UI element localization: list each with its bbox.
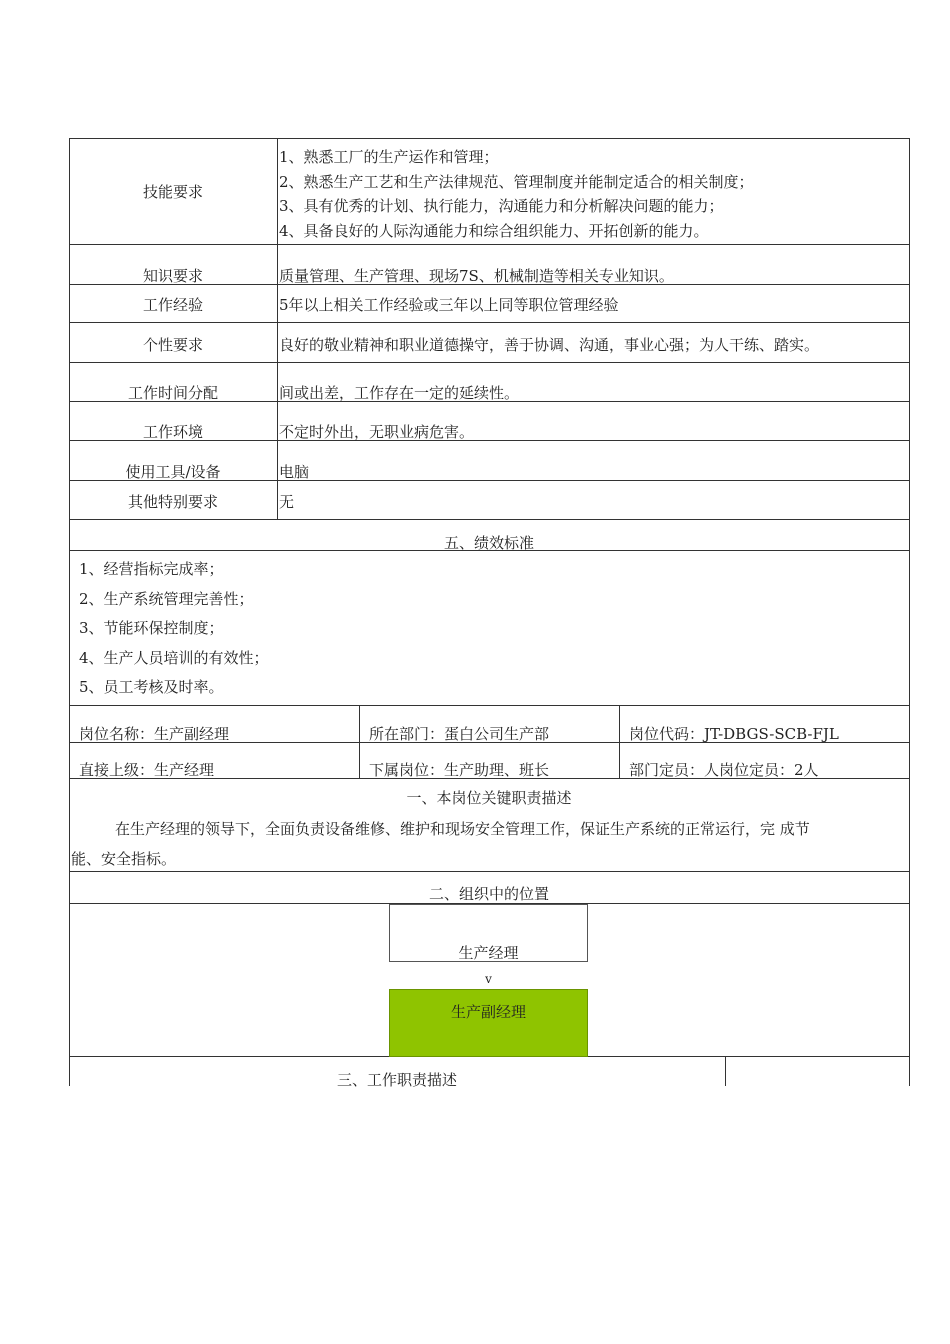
req-value-personality: 良好的敬业精神和职业道德操守，善于协调、沟通，事业心强；为人干练、踏实。 <box>279 336 820 354</box>
req-skill-line: 2、熟悉生产工艺和生产法律规范、管理制度并能制定适合的相关制度； <box>279 173 754 191</box>
req-value-knowledge: 质量管理、生产管理、现场7S、机械制造等相关专业知识。 <box>279 267 674 285</box>
table-border-right <box>909 138 910 1086</box>
row-divider <box>69 322 909 323</box>
section2-title: 二、组织中的位置 <box>428 885 549 903</box>
req-label-skills: 技能要求 <box>142 183 203 201</box>
performance-item: 2、生产系统管理完善性； <box>79 590 254 608</box>
org-chart-vice-manager-label: 生产副经理 <box>450 1003 526 1021</box>
label-column-divider <box>277 138 278 519</box>
position-code: 岗位代码：JT-DBGS-SCB-FJL <box>629 725 839 743</box>
req-skill-line: 4、具备良好的人际沟通能力和综合组织能力、开拓创新的能力。 <box>279 222 709 240</box>
performance-item: 5、员工考核及时率。 <box>79 678 224 696</box>
info-column-divider <box>619 705 620 778</box>
org-chart-manager-label: 生产经理 <box>458 944 519 962</box>
performance-item: 1、经营指标完成率； <box>79 560 224 578</box>
req-label-personality: 个性要求 <box>142 336 203 354</box>
org-chart-arrow-icon: v <box>485 972 492 986</box>
req-label-time: 工作时间分配 <box>127 384 218 402</box>
req-value-tools: 电脑 <box>279 463 310 481</box>
org-chart-vice-manager-box <box>389 989 588 1057</box>
org-chart-manager-box <box>389 904 588 962</box>
position-name: 岗位名称：生产副经理 <box>79 725 230 743</box>
req-skill-line: 3、具有优秀的计划、执行能力，沟通能力和分析解决问题的能力； <box>279 197 724 215</box>
req-skill-line: 1、熟悉工厂的生产运作和管理； <box>279 148 499 166</box>
req-label-environment: 工作环境 <box>142 423 203 441</box>
req-label-experience: 工作经验 <box>142 296 203 314</box>
performance-title: 五、绩效标准 <box>443 534 534 552</box>
position-superior: 直接上级：生产经理 <box>79 761 215 779</box>
position-headcount: 部门定员：人岗位定员：2人 <box>629 761 819 779</box>
row-divider <box>69 519 909 520</box>
req-label-knowledge: 知识要求 <box>142 267 203 285</box>
req-value-experience: 5年以上相关工作经验或三年以上同等职位管理经验 <box>279 296 619 314</box>
position-subordinates: 下属岗位：生产助理、班长 <box>369 761 550 779</box>
req-value-environment: 不定时外出，无职业病危害。 <box>279 423 475 441</box>
performance-item: 3、节能环保控制度； <box>79 619 224 637</box>
row-divider <box>69 362 909 363</box>
section1-title: 一、本岗位关键职责描述 <box>406 789 572 807</box>
row-divider <box>69 871 909 872</box>
section3-title: 三、工作职责描述 <box>336 1071 457 1089</box>
req-value-other: 无 <box>279 493 295 511</box>
row-divider <box>69 705 909 706</box>
section1-description: 在生产经理的领导下，全面负责设备维修、维护和现场安全管理工作，保证生产系统的正常运行，完 成节 <box>115 820 810 838</box>
req-value-time: 间或出差，工作存在一定的延续性。 <box>279 384 520 402</box>
section3-column-divider <box>725 1056 726 1086</box>
position-department: 所在部门：蛋白公司生产部 <box>369 725 550 743</box>
section1-description-cont: 能、安全指标。 <box>71 850 177 868</box>
performance-item: 4、生产人员培训的有效性； <box>79 649 269 667</box>
req-label-other: 其他特别要求 <box>127 493 218 511</box>
table-border-top <box>69 138 909 139</box>
row-divider <box>69 244 909 245</box>
req-label-tools: 使用工具/设备 <box>125 463 221 481</box>
info-column-divider <box>359 705 360 778</box>
